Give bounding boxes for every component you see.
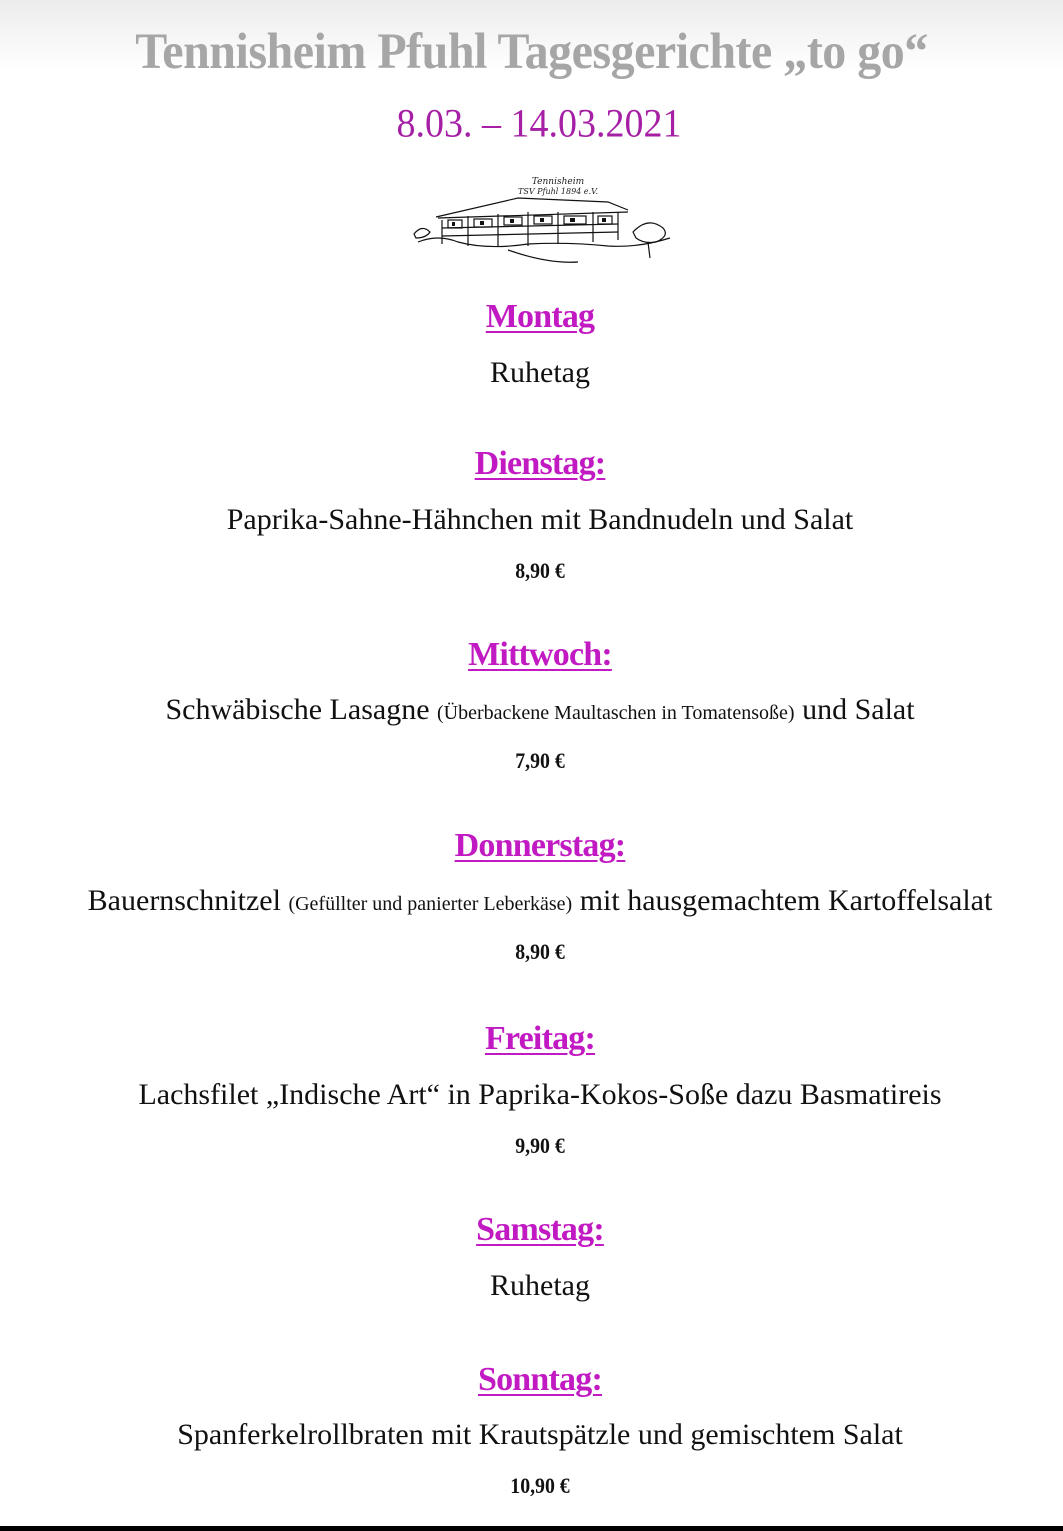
bottom-border xyxy=(0,1526,1063,1531)
price-friday: 9,90 € xyxy=(515,1133,565,1158)
dish-saturday: Ruhetag xyxy=(490,1269,590,1302)
dish-tuesday: Paprika-Sahne-Hähnchen mit Bandnudeln und Salat xyxy=(226,503,854,536)
day-heading-wednesday: Mittwoch: xyxy=(468,636,612,673)
day-heading-friday: Freitag: xyxy=(484,1020,596,1057)
clubhouse-sketch-icon xyxy=(408,172,678,272)
dish-thursday xyxy=(0,884,1063,918)
price-sunday: 10,90 € xyxy=(510,1473,570,1498)
day-heading-tuesday: Dienstag: xyxy=(474,445,606,482)
dish-sunday: Spanferkelrollbraten mit Krautspätzle und gemischtem Salat xyxy=(177,1418,903,1451)
dish-wednesday-main: Schwäbische Lasagne xyxy=(165,693,430,726)
logo-line-1: Tennisheim xyxy=(531,177,585,187)
day-heading-thursday: Donnerstag: xyxy=(454,827,626,864)
dish-thursday-main: Bauernschnitzel xyxy=(87,884,281,917)
dish-thursday-note: (Gefüllter und panierter Leberkäse) xyxy=(288,893,573,915)
dish-wednesday-end: und Salat xyxy=(802,693,915,726)
dish-thursday-end: mit hausgemachtem Kartoffelsalat xyxy=(579,884,993,917)
date-range: 8.03. – 14.03.2021 xyxy=(396,101,682,147)
dish-wednesday-note: (Überbackene Maultaschen in Tomatensoße) xyxy=(437,702,795,724)
price-wednesday: 7,90 € xyxy=(515,748,565,773)
dish-friday: Lachsfilet „Indische Art“ in Paprika-Kokos-Soße dazu Basmatireis xyxy=(138,1078,942,1111)
page-title: Tennisheim Pfuhl Tagesgerichte „to go“ xyxy=(135,23,928,80)
day-heading-sunday: Sonntag: xyxy=(478,1361,602,1398)
logo-line-2: TSV Pfuhl 1894 e.V. xyxy=(518,187,598,196)
price-tuesday: 8,90 € xyxy=(515,558,565,583)
day-heading-monday: Montag xyxy=(485,298,595,335)
dish-monday: Ruhetag xyxy=(490,356,590,389)
price-thursday: 8,90 € xyxy=(515,939,565,964)
dish-wednesday xyxy=(0,693,1063,727)
day-heading-saturday: Samstag: xyxy=(476,1211,604,1248)
